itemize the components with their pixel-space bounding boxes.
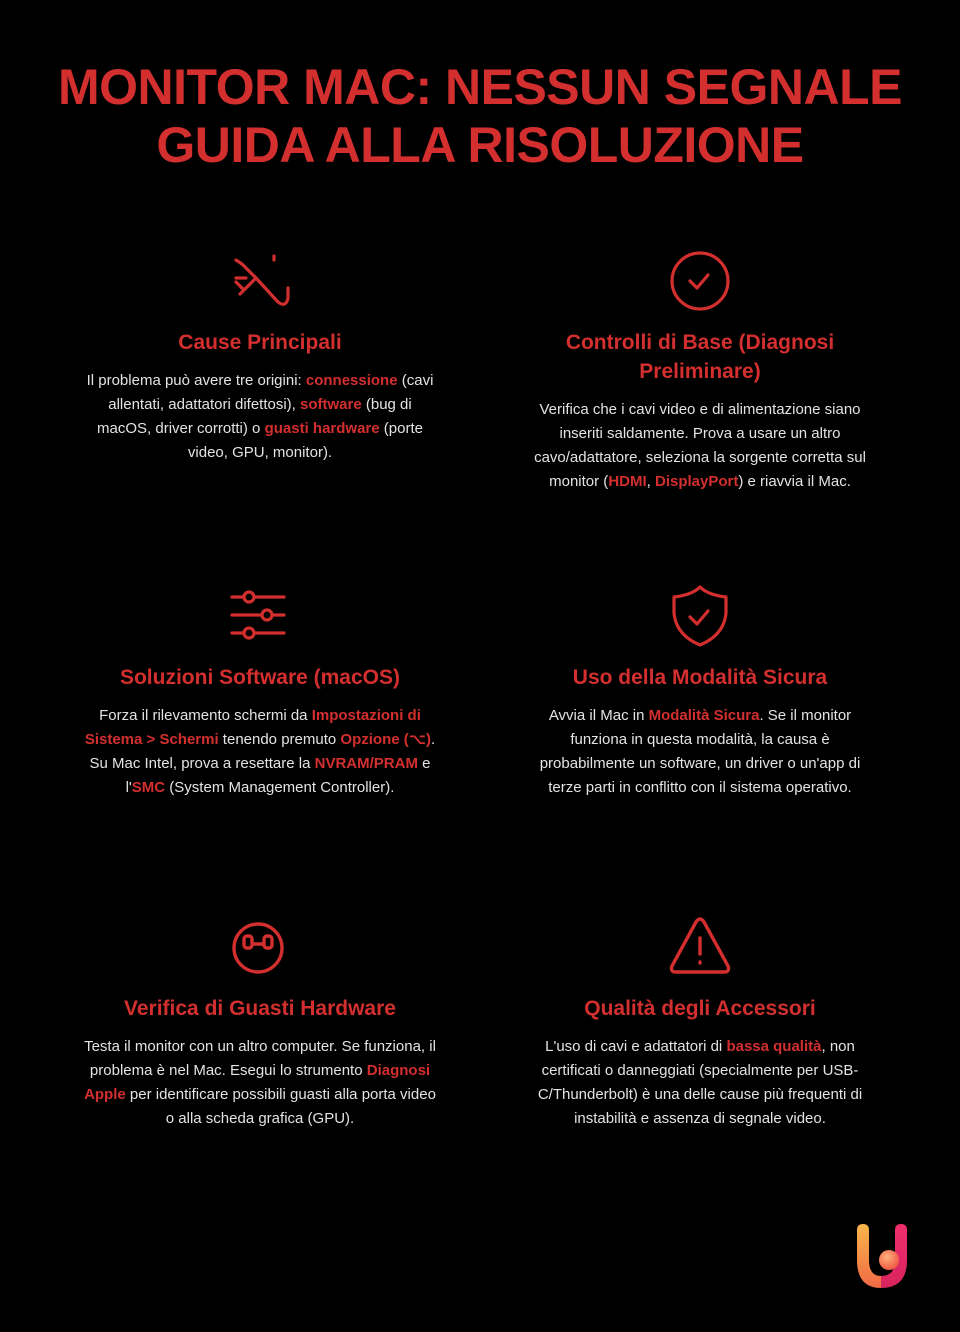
sliders-icon [228,583,292,647]
card-body [520,1035,880,1131]
highlight-term: bassa qualità [726,1038,822,1055]
body-text: e l' [125,755,431,796]
card-controlli-di-base [520,248,880,494]
body-text: Forza il rilevamento schermi da [99,707,312,724]
body-text: Verifica che i cavi video e di alimentazione siano inseriti saldamente. Prova a usare un altro cavo/adattatore, seleziona la sorgente corretta sul monitor ( [534,401,866,490]
plug-unplugged-icon [228,248,292,312]
body-text: . Se il monitor funziona in questa modalità, la causa è probabilmente un software, un driver o un'app di terze parti in conflitto con il sistema operativo. [539,707,861,796]
body-text: Il problema può avere tre origini: [86,372,306,389]
body-text: ) e riavvia il Mac. [738,473,851,490]
body-text: tenendo premuto [218,731,341,748]
card-heading: Soluzioni Software (macOS) [119,666,401,689]
highlight-term: guasti hardware [264,420,380,437]
card-heading: Cause Principali [178,331,342,354]
highlight-term: HDMI [608,473,647,490]
body-text: Avvia il Mac in [548,707,649,724]
card-body [80,369,440,465]
highlight-term: connessione [305,372,398,389]
body-text: Testa il monitor con un altro computer. Se funziona, il problema è nel Mac. Esegui lo strumento [84,1038,436,1079]
highlight-term: SMC [131,779,166,796]
highlight-term: Impostazioni di Sistema > Schermi [84,707,421,748]
highlight-term: Opzione (⌥) [340,731,432,748]
body-text: (System Management Controller). [165,779,395,796]
card-soluzioni-software [80,583,440,800]
card-cause-principali [80,248,440,465]
hardware-chip-circle-icon [228,914,292,978]
card-body [80,704,440,800]
card-guasti-hardware [80,914,440,1131]
warning-triangle-icon [668,914,732,978]
highlight-term: Diagnosi Apple [84,1062,431,1103]
title-line-1: MONITOR MAC: NESSUN SEGNALE [58,59,902,115]
highlight-term: Modalità Sicura [648,707,760,724]
highlight-term: NVRAM/PRAM [314,755,418,772]
check-circle-icon [668,248,732,312]
body-text: , [646,473,655,490]
card-heading: Verifica di Guasti Hardware [124,997,396,1020]
page-title [0,58,960,174]
body-text: , non certificati o danneggiati (specialmente per USB-C/Thunderbolt) è una delle cause più frequenti di instabilità e assenza di segnale video. [537,1038,863,1127]
card-heading: Qualità degli Accessori [584,997,816,1020]
card-body [80,1035,440,1131]
card-modalita-sicura [520,583,880,800]
card-body [520,704,880,800]
body-text: per identificare possibili guasti alla porta video o alla scheda grafica (GPU). [125,1086,436,1127]
body-text: . Su Mac Intel, prova a resettare la [89,731,436,772]
card-body [520,398,880,494]
card-heading: Uso della Modalità Sicura [572,666,828,689]
highlight-term: software [300,396,362,413]
highlight-term: DisplayPort [654,473,739,490]
shield-check-icon [668,583,732,647]
body-text: L'uso di cavi e adattatori di [545,1038,727,1055]
card-qualita-accessori [520,914,880,1131]
body-text: (bug di macOS, driver corrotti) o [97,396,412,437]
brand-logo-icon [845,1220,917,1292]
body-text: (cavi allentati, adattatori difettosi), [108,372,434,413]
card-heading: Controlli di Base (Diagnosi Preliminare) [565,331,835,383]
title-line-2: GUIDA ALLA RISOLUZIONE [156,117,804,173]
body-text: (porte video, GPU, monitor). [187,420,423,461]
